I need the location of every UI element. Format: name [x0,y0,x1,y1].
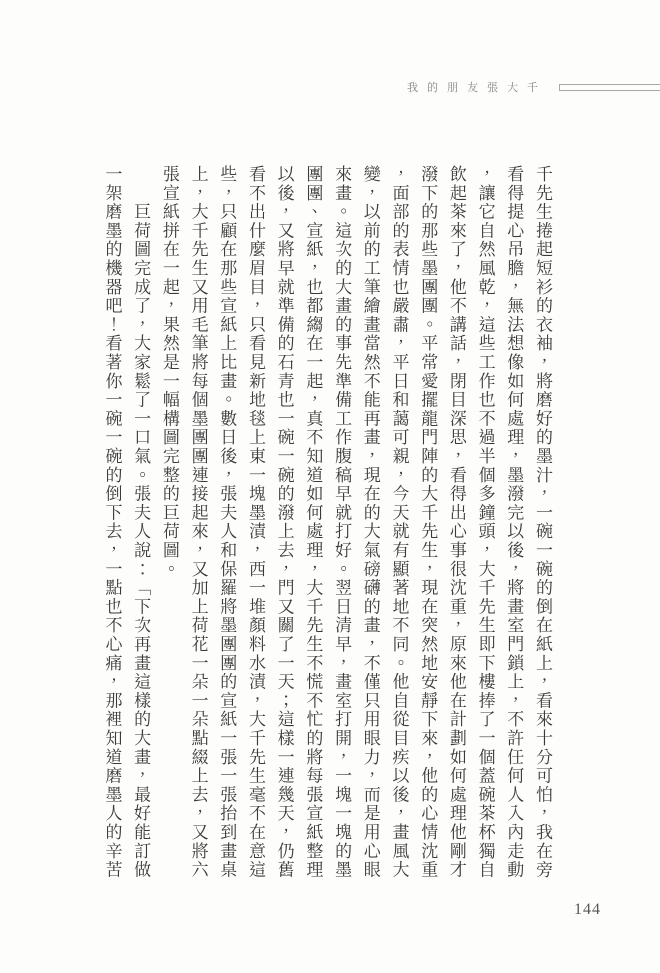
page-number: 144 [574,901,601,918]
text-column: 看不出什麼眉目，只看見新地毯上東一塊墨漬，西一堆顏料水漬，大千先生毫不在意這 [245,165,265,880]
text-column: 些，只顧在那些宣紙上比畫。數日後，張夫人和保羅將墨團團的宣紙一張一張抬到畫桌 [217,165,237,880]
text-column: 以後，又將早就準備的石青也一碗一碗的潑上去，門又關了一天；這樣一連幾天，仍舊 [274,165,294,880]
text-column: 來畫。這次的大畫的事先準備工作腹稿早就打好。翌日清早，畫室打開，一塊一塊的墨 [332,165,352,880]
text-column: 看得提心吊膽，無法想像如何處理，墨潑完以後，將畫室門鎖上，不許任何人入內走動 [504,165,524,880]
text-column: 潑下的那些墨團團。平常愛擺龍門陣的大千先生，現在突然地安靜下來，他的心情沈重 [418,165,438,880]
text-column: 團團、宣紙，也都縐在一起，真不知道如何處理，大千先生不慌不忙的將每張宣紙整理 [303,165,323,880]
text-column: 千先生捲起短衫的衣袖，將磨好的墨汁，一碗一碗的倒在紙上，看來十分可怕，我在旁 [533,165,552,880]
text-column: ，讓它自然風乾，這些工作也不過半個多鐘頭，大千先生即下樓捧了一個蓋碗茶杯獨自 [475,165,495,880]
text-column: 張宣紙拼在一起，果然是一幅構圖完整的巨荷圖。 [159,165,179,579]
text-column: 一架磨墨的機器吧！看著你一碗一碗的倒下去，一點也不心痛，那裡知道磨墨人的辛苦 [102,165,122,880]
text-column: 變，以前的工筆繪畫當然不能再畫，現在的大氣磅礴的畫，不僅只用眼力，而是用心眼 [360,165,380,880]
text-column: 巨荷圖完成了，大家鬆了一口氣。張夫人說：「下次再畫這樣的大畫，最好能訂做 [131,165,151,880]
text-column: ，面部的表情也嚴肅，平日和藹可親，今天就有顯著地不同。他自從目疾以後，畫風大 [389,165,409,880]
header-rule [559,84,660,91]
text-column: 飲起茶來了，他不講話，閉目深思，看得出心事很沈重，原來他在計劃如何處理他剛才 [446,165,466,880]
main-text [97,165,556,879]
text-column: 上，大千先生又用毛筆將每個墨團團連接起來，又加上荷花一朵一朵點綴上去，又將六 [188,165,208,880]
running-header-title: 我的朋友張大千 [407,82,547,94]
